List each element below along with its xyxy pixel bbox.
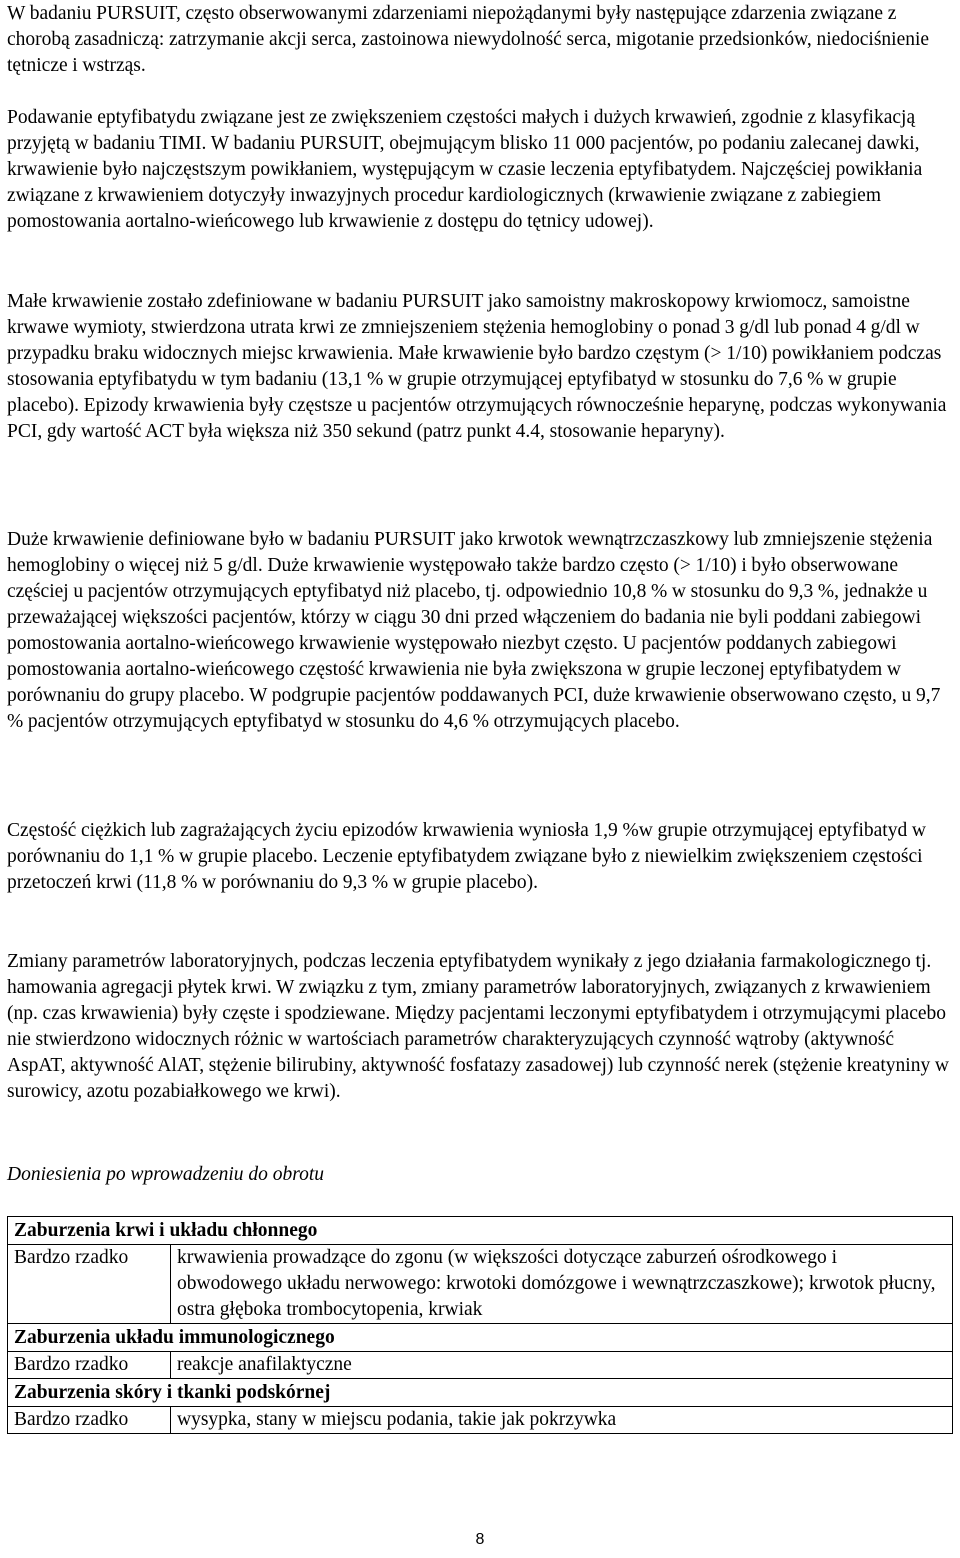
frequency-cell: Bardzo rzadko — [8, 1407, 171, 1434]
postmarketing-heading: Doniesienia po wprowadzeniu do obrotu — [7, 1164, 325, 1185]
soc-heading: Zaburzenia skóry i tkanki podskórnej — [8, 1379, 953, 1407]
soc-heading: Zaburzenia krwi i układu chłonnego — [8, 1217, 953, 1245]
frequency-cell: Bardzo rzadko — [8, 1245, 171, 1324]
table-row — [8, 1352, 953, 1379]
reaction-cell: reakcje anafilaktyczne — [171, 1352, 953, 1379]
paragraph-severe-bleeding: Częstość ciężkich lub zagrażających życiu epizodów krwawienia wyniosła 1,9 %w grupie otrzymującej eptyfibatyd w porównaniu do 1,1 % w grupie placebo. Leczenie eptyfibatydem związane było z niewielkim zwiększeniem częstości przetoczeń krwi (11,8 % w porównaniu do 9,3 % w grupie placebo). — [7, 820, 926, 893]
table-row — [8, 1379, 953, 1407]
paragraph-major-bleeding: Duże krwawienie definiowane było w badaniu PURSUIT jako krwotok wewnątrzczaszkowy lub zmniejszenie stężenia hemoglobiny o więcej niż 5 g/dl. Duże krwawienie występowało także bardzo często (> 1/10) i było obserwowane częściej u pacjentów otrzymujących eptyfibatyd niż placebo, tj. odpowiednio 10,8 % w stosunku do 9,3 %, jednakże u przeważającej większości pacjentów, którzy w ciągu 30 dni przed włączeniem do badania nie byli poddani zabiegowi pomostowania aortalno-wieńcowego krwawienie występowało niezbyt często. U pacjentów poddanych zabiegowi pomostowania aortalno-wieńcowego częstość krwawienia nie była zwiększona w grupie leczonej eptyfibatydem w porównaniu do grupy placebo. W podgrupie pacjentów poddawanych PCI, duże krwawienie obserwowano często, u 9,7 % pacjentów otrzymujących eptyfibatyd w stosunku do 4,6 % otrzymujących placebo. — [7, 529, 941, 732]
reaction-cell: krwawienia prowadzące do zgonu (w większości dotyczące zaburzeń ośrodkowego i obwodowego układu nerwowego: krwotoki domózgowe i wewnątrzczaszkowe); krwotok płucny, ostra głęboka trombocytopenia, krwiak — [171, 1245, 953, 1324]
page-number: 8 — [475, 1531, 485, 1548]
paragraph-minor-bleeding: Małe krwawienie zostało zdefiniowane w badaniu PURSUIT jako samoistny makroskopowy krwiomocz, samoistne krwawe wymioty, stwierdzona utrata krwi ze zmniejszeniem stężenia hemoglobiny o ponad 3 g/dl lub ponad 4 g/dl w przypadku braku widocznych miejsc krwawienia. Małe krwawienie było bardzo częstym (> 1/10) powikłaniem podczas stosowania eptyfibatydu w tym badaniu (13,1 % w grupie otrzymującej eptyfibatyd w stosunku do 7,6 % w grupie placebo). Epizody krwawienia były częstsze u pacjentów otrzymujących równocześnie heparynę, podczas wykonywania PCI, gdy wartość ACT była większa niż 350 sekund (patrz punkt 4.4, stosowanie heparyny). — [7, 291, 947, 442]
soc-heading: Zaburzenia układu immunologicznego — [8, 1324, 953, 1352]
paragraph-laboratory-changes: Zmiany parametrów laboratoryjnych, podczas leczenia eptyfibatydem wynikały z jego działania farmakologicznego tj. hamowania agregacji płytek krwi. W związku z tym, zmiany parametrów laboratoryjnych, związanych z krwawieniem (np. czas krwawienia) były częste i spodziewane. Między pacjentami leczonymi eptyfibatydem i otrzymującymi placebo nie stwierdzono widocznych różnic w wartościach parametrów charakteryzujących czynność wątroby (aktywność AspAT, aktywność AlAT, stężenie bilirubiny, aktywność fosfatazy zasadowej) lub czynność nerek (stężenie kreatyniny w surowicy, azotu pozabiałkowego we krwi). — [7, 951, 949, 1102]
table-row — [8, 1324, 953, 1352]
table-row — [8, 1245, 953, 1324]
paragraph-bleeding-timi: Podawanie eptyfibatydu związane jest ze zwiększeniem częstości małych i dużych krwawień, zgodnie z klasyfikacją przyjętą w badaniu TIMI. W badaniu PURSUIT, obejmującym blisko 11 000 pacjentów, po podaniu zalecanej dawki, krwawienie było najczęstszym powikłaniem, występującym w czasie leczenia eptyfibatydem. Najczęściej powikłania związane z krwawieniem dotyczyły inwazyjnych procedur kardiologicznych (krwawienie związane z zabiegiem pomostowania aortalno-wieńcowego lub krwawienie z dostępu do tętnicy udowej). — [7, 107, 923, 232]
table-row — [8, 1217, 953, 1245]
table-row — [8, 1407, 953, 1434]
reaction-cell: wysypka, stany w miejscu podania, takie jak pokrzywka — [171, 1407, 953, 1434]
frequency-cell: Bardzo rzadko — [8, 1352, 171, 1379]
paragraph-underlying-disease-events: W badaniu PURSUIT, często obserwowanymi zdarzeniami niepożądanymi były następujące zdarzenia związane z chorobą zasadniczą: zatrzymanie akcji serca, zastoinowa niewydolność serca, migotanie przedsionków, niedociśnienie tętnicze i wstrząs. — [7, 3, 930, 76]
adverse-reactions-table — [7, 1216, 953, 1434]
